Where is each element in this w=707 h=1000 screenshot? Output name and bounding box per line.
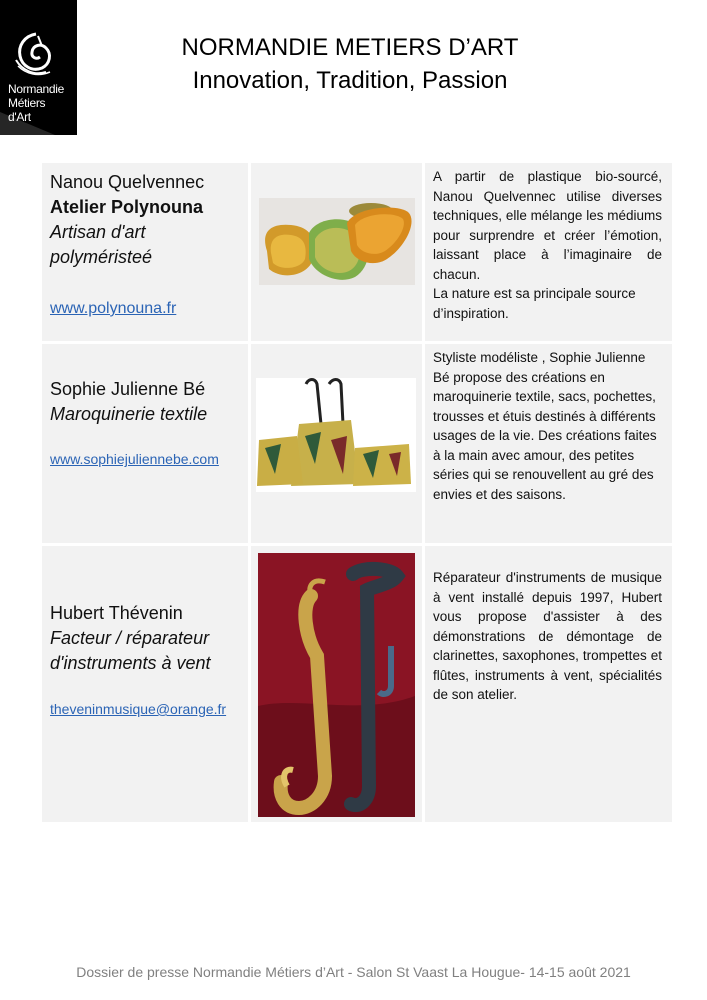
page-footer: Dossier de presse Normandie Métiers d’Art - Salon St Vaast La Hougue- 14-15 août 2021 bbox=[76, 964, 631, 980]
email-link[interactable]: theveninmusique@orange.fr bbox=[50, 701, 227, 717]
textile-bags-photo bbox=[251, 344, 422, 543]
photo-cell bbox=[251, 344, 422, 543]
workshop-name: Atelier Polynouna bbox=[50, 197, 204, 217]
artisan-info-cell bbox=[42, 344, 248, 543]
artisan-description: A partir de plastique bio-sourcé, Nanou Quelvennec utilise diverses techniques, elle mélange les médiums pour surprendre et créer l’émotion, laissant place à l’imaginaire de chacun. bbox=[433, 169, 662, 282]
artisan-description-extra: La nature est sa principale source d’inspiration. bbox=[433, 286, 636, 321]
artisan-description: Réparateur d'instruments de musique à vent installé depuis 1997, Hubert vous propose d'assister à des démonstrations de démontage de clarinettes, saxophones, trompettes et flûtes, instruments à vent, spécialités de son atelier. bbox=[433, 570, 662, 702]
artisan-name: Sophie Julienne Bé bbox=[50, 379, 206, 399]
website-link[interactable]: www.polynouna.fr bbox=[50, 300, 177, 317]
artisan-row-1 bbox=[42, 163, 672, 341]
artisan-name: Nanou Quelvennec bbox=[50, 172, 205, 192]
logo-swirl-icon bbox=[12, 30, 60, 78]
artisan-role-line2: d'instruments à vent bbox=[50, 653, 211, 673]
description-cell bbox=[425, 546, 672, 822]
description-cell bbox=[425, 344, 672, 543]
artisan-role: Artisan d'art bbox=[50, 222, 146, 242]
website-link[interactable]: www.sophiejuliennebe.com bbox=[50, 451, 219, 467]
photo-cell bbox=[251, 546, 422, 822]
description-cell bbox=[425, 163, 672, 341]
artisan-info-cell bbox=[42, 546, 248, 822]
logo bbox=[0, 0, 77, 135]
instruments-photo bbox=[251, 546, 422, 822]
photo-cell bbox=[251, 163, 422, 341]
artisan-role: Facteur / réparateur bbox=[50, 628, 210, 648]
artisan-role: Maroquinerie textile bbox=[50, 404, 208, 424]
logo-text-line2: Métiers bbox=[8, 96, 46, 110]
artisan-name: Hubert Thévenin bbox=[50, 603, 183, 623]
logo-text-line1: Normandie bbox=[8, 82, 64, 96]
artisan-description: Styliste modéliste , Sophie Julienne Bé propose des créations en maroquinerie textile, sacs, pochettes, trousses et étuis destinés à différents usages de la vie. Des créations faites à la main avec amour, des petites séries qui se renouvellent au gré des envies et des saisons. bbox=[433, 350, 657, 502]
artisan-row-3 bbox=[42, 546, 672, 822]
page-title: NORMANDIE METIERS D’ART bbox=[181, 34, 519, 61]
artisan-info-cell bbox=[42, 163, 248, 341]
artisan-row-2 bbox=[42, 344, 672, 543]
artisan-role-line2: polyméristeé bbox=[50, 247, 153, 267]
polymer-plates-photo bbox=[251, 163, 422, 341]
logo-text-line3: d'Art bbox=[8, 110, 31, 124]
page-subtitle: Innovation, Tradition, Passion bbox=[192, 67, 508, 94]
